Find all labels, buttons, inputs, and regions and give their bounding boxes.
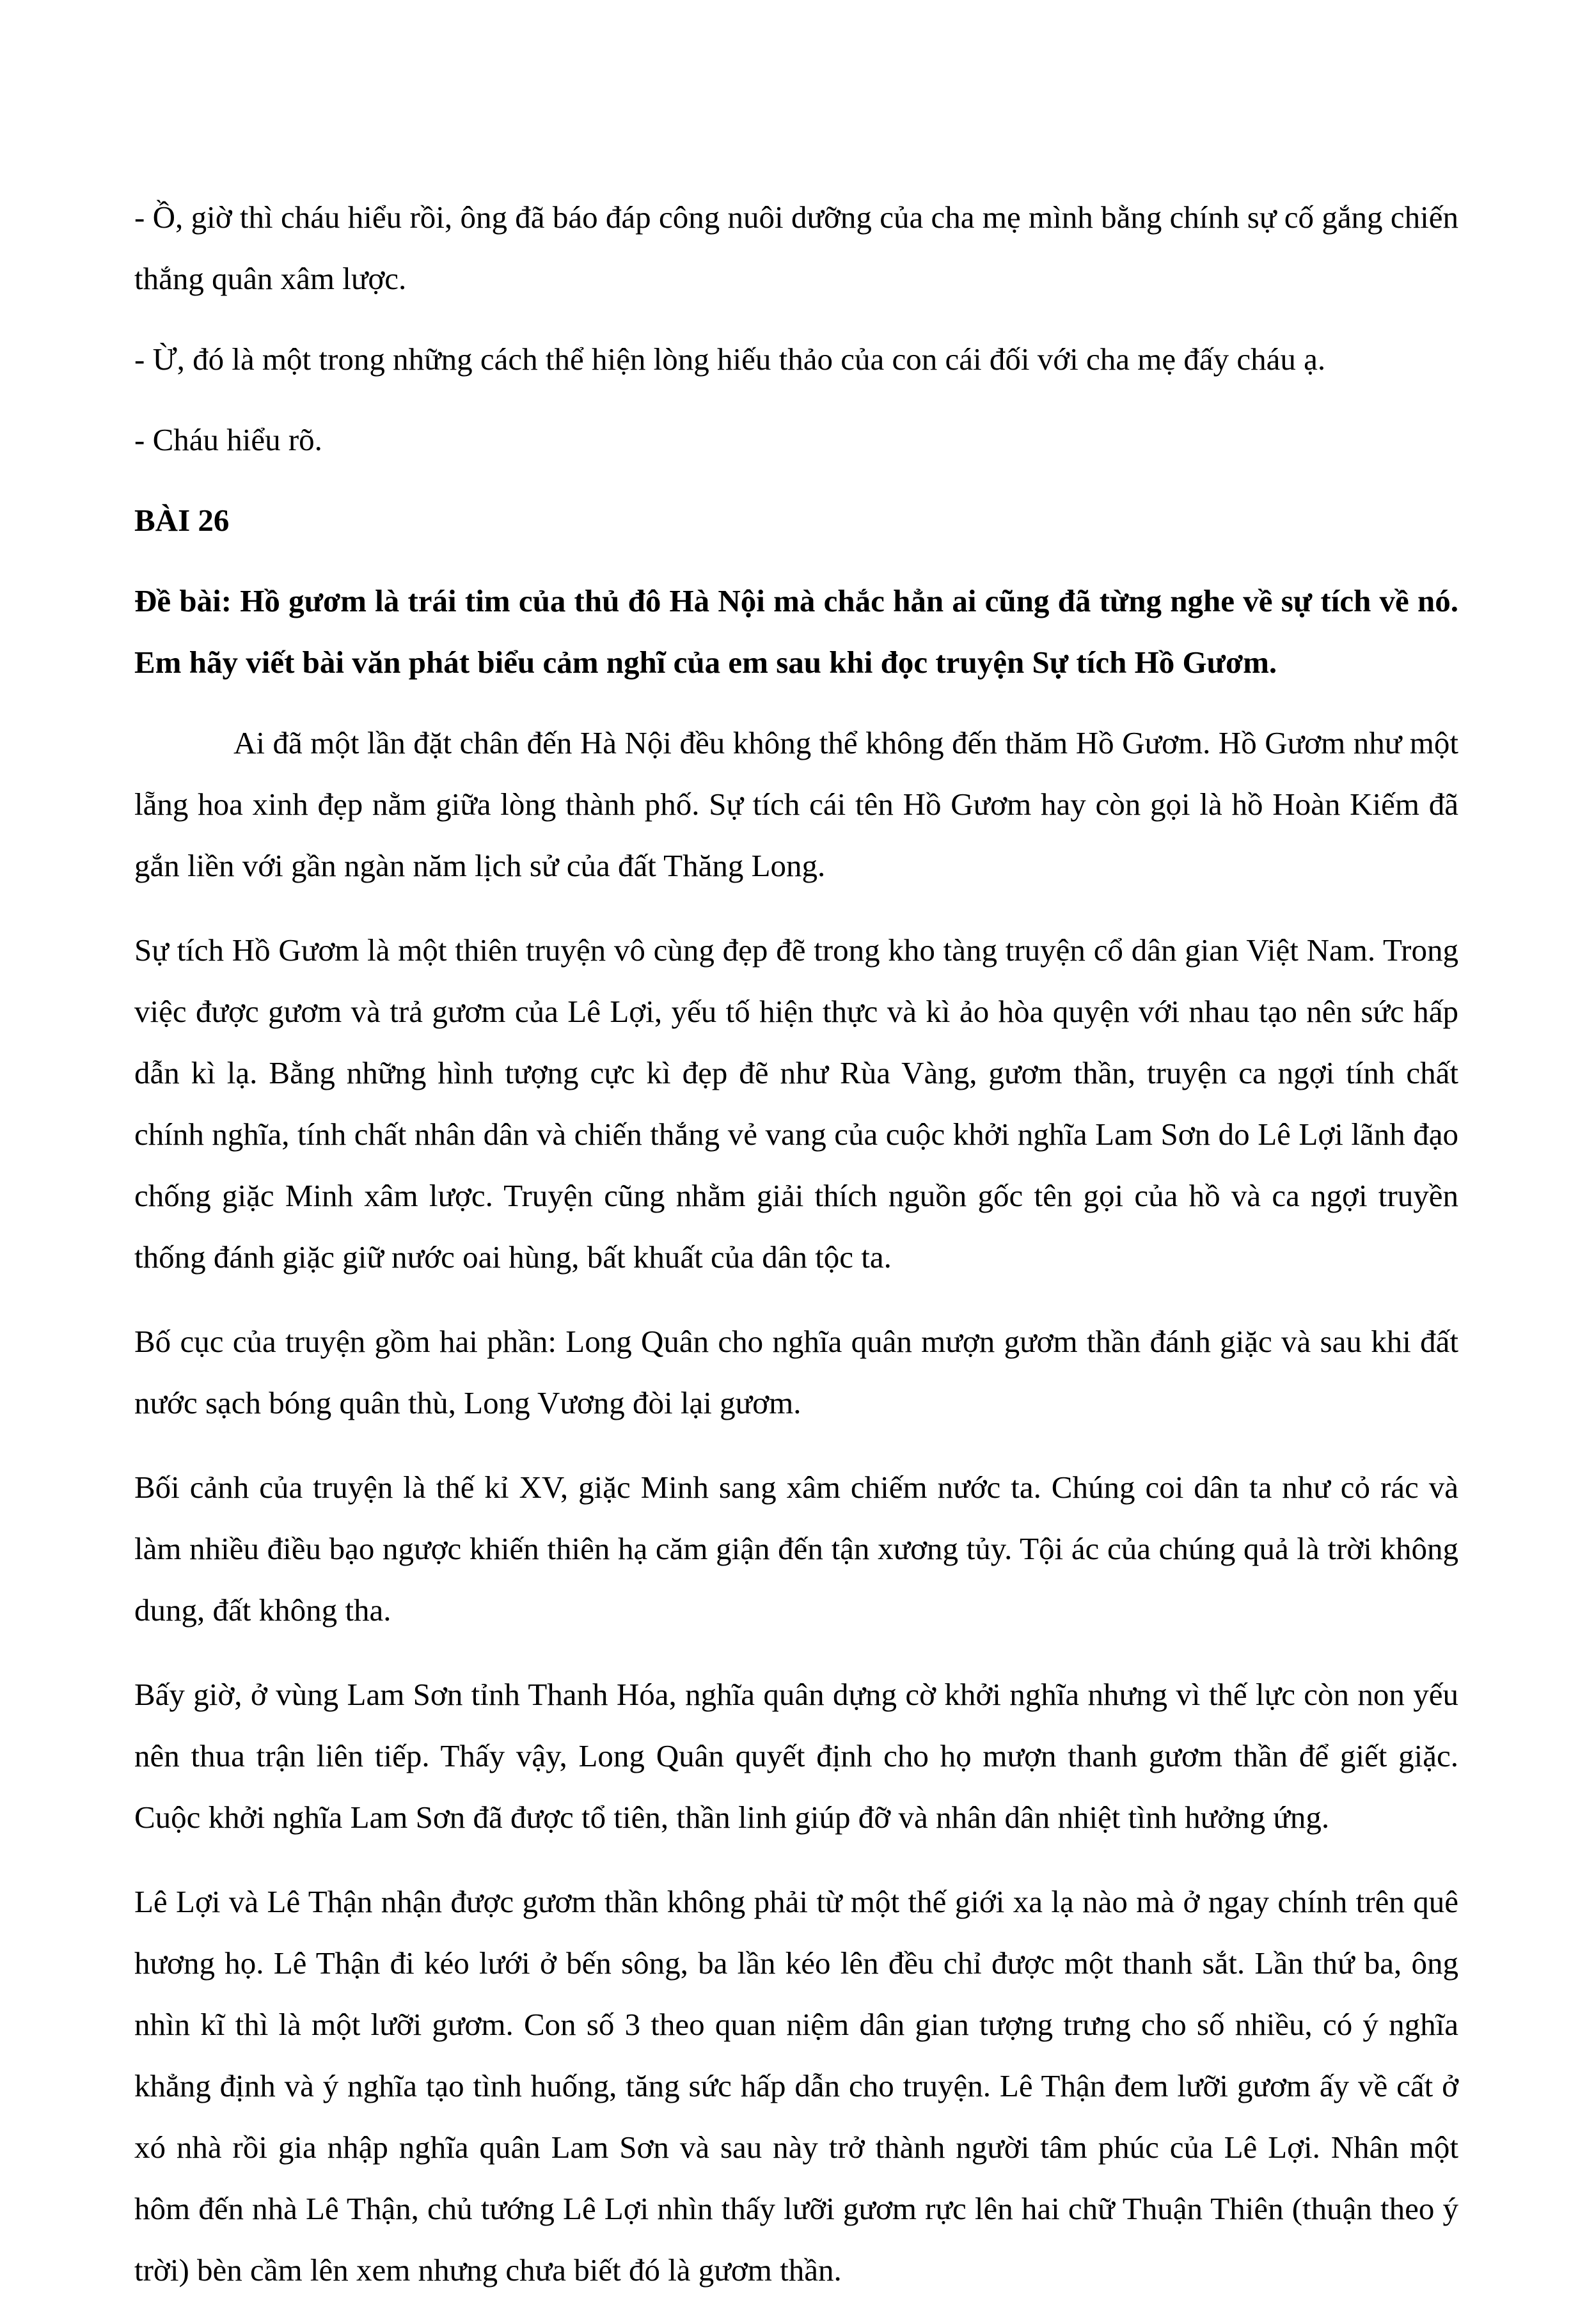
- paragraph: Bối cảnh của truyện là thế kỉ XV, giặc Minh sang xâm chiếm nước ta. Chúng coi dân ta như cỏ rác và làm nhiều điều bạo ngược khiến thiên hạ căm giận đến tận xương tủy. Tội ác của chúng quả là trời không dung, đất không tha.: [134, 1470, 1458, 1628]
- dialogue-line: - Cháu hiểu rõ.: [134, 422, 322, 457]
- lesson-heading: BÀI 26: [134, 503, 230, 538]
- paragraph: Bố cục của truyện gồm hai phần: Long Quân cho nghĩa quân mượn gươm thần đánh giặc và sau khi đất nước sạch bóng quân thù, Long Vương đòi lại gươm.: [134, 1324, 1458, 1420]
- paragraph: Bấy giờ, ở vùng Lam Sơn tỉnh Thanh Hóa, nghĩa quân dựng cờ khởi nghĩa nhưng vì thế lực còn non yếu nên thua trận liên tiếp. Thấy vậy, Long Quân quyết định cho họ mượn thanh gươm thần để giết giặc. Cuộc khởi nghĩa Lam Sơn đã được tổ tiên, thần linh giúp đỡ và nhân dân nhiệt tình hưởng ứng.: [134, 1677, 1458, 1835]
- document-body: [134, 187, 1458, 2324]
- dialogue-line: - Ừ, đó là một trong những cách thể hiện lòng hiếu thảo của con cái đối với cha mẹ đấy cháu ạ.: [134, 342, 1326, 377]
- assignment-prompt: Đề bài: Hồ gươm là trái tim của thủ đô Hà Nội mà chắc hẳn ai cũng đã từng nghe về sự tích về nó. Em hãy viết bài văn phát biểu cảm nghĩ của em sau khi đọc truyện Sự tích Hồ Gươm.: [134, 583, 1458, 680]
- dialogue-line: - Ồ, giờ thì cháu hiểu rồi, ông đã báo đáp công nuôi dưỡng của cha mẹ mình bằng chính sự cố gắng chiến thắng quân xâm lược.: [134, 200, 1458, 296]
- paragraph: Sự tích Hồ Gươm là một thiên truyện vô cùng đẹp đẽ trong kho tàng truyện cổ dân gian Việt Nam. Trong việc được gươm và trả gươm của Lê Lợi, yếu tố hiện thực và kì ảo hòa quyện với nhau tạo nên sức hấp dẫn kì lạ. Bằng những hình tượng cực kì đẹp đẽ như Rùa Vàng, gươm thần, truyện ca ngợi tính chất chính nghĩa, tính chất nhân dân và chiến thắng vẻ vang của cuộc khởi nghĩa Lam Sơn do Lê Lợi lãnh đạo chống giặc Minh xâm lược. Truyện cũng nhằm giải thích nguồn gốc tên gọi của hồ và ca ngợi truyền thống đánh giặc giữ nước oai hùng, bất khuất của dân tộc ta.: [134, 932, 1458, 1275]
- paragraph: Lê Lợi và Lê Thận nhận được gươm thần không phải từ một thế giới xa lạ nào mà ở ngay chính trên quê hương họ. Lê Thận đi kéo lưới ở bến sông, ba lần kéo lên đều chỉ được một thanh sắt. Lần thứ ba, ông nhìn kĩ thì là một lưỡi gươm. Con số 3 theo quan niệm dân gian tượng trưng cho số nhiều, có ý nghĩa khẳng định và ý nghĩa tạo tình huống, tăng sức hấp dẫn cho truyện. Lê Thận đem lưỡi gươm ấy về cất ở xó nhà rồi gia nhập nghĩa quân Lam Sơn và sau này trở thành người tâm phúc của Lê Lợi. Nhân một hôm đến nhà Lê Thận, chủ tướng Lê Lợi nhìn thấy lưỡi gươm rực lên hai chữ Thuận Thiên (thuận theo ý trời) bèn cầm lên xem nhưng chưa biết đó là gươm thần.: [134, 1884, 1458, 2288]
- paragraph: Ai đã một lần đặt chân đến Hà Nội đều không thể không đến thăm Hồ Gươm. Hồ Gươm như một lẵng hoa xinh đẹp nằm giữa lòng thành phố. Sự tích cái tên Hồ Gươm hay còn gọi là hồ Hoàn Kiếm đã gắn liền với gần ngàn năm lịch sử của đất Thăng Long.: [134, 725, 1458, 883]
